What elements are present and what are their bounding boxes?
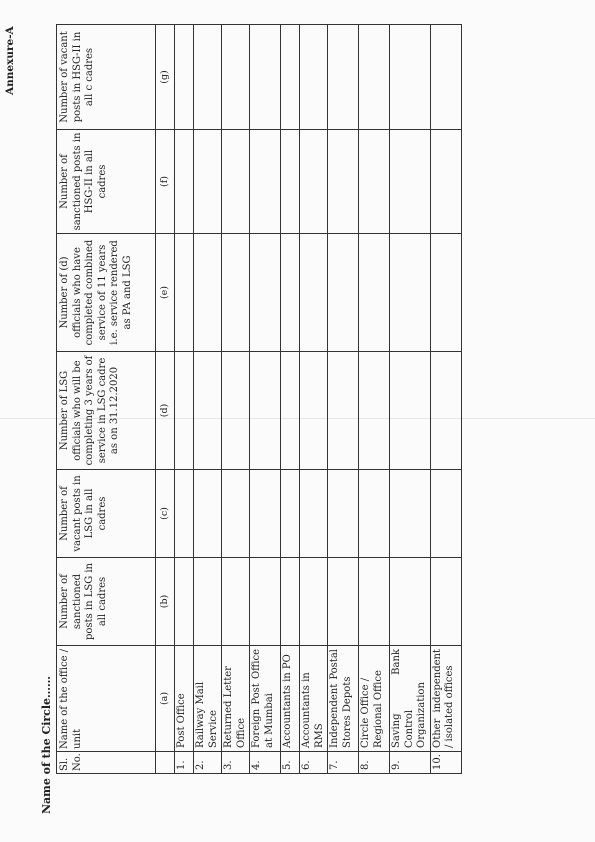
table-cell <box>194 558 222 646</box>
header-office-unit: Name of the office / unit <box>57 646 156 752</box>
annexure-label: Annexure-A <box>4 26 16 95</box>
table-row <box>300 25 328 774</box>
table-cell <box>250 130 281 234</box>
row-number: 3. <box>222 752 250 774</box>
row-number: 10. <box>430 752 461 774</box>
table-row <box>281 25 300 774</box>
table-cell <box>194 352 222 470</box>
table-cell <box>328 234 359 352</box>
table-cell <box>250 234 281 352</box>
table-cell <box>175 234 194 352</box>
office-name: Other independent / isolated offices <box>430 646 461 752</box>
table-cell <box>281 25 300 130</box>
table-cell <box>222 470 250 558</box>
office-name: Accountants in RMS <box>300 646 328 752</box>
row-number: 9. <box>390 752 431 774</box>
table-cell <box>430 470 461 558</box>
table-cell <box>390 470 431 558</box>
table-cell <box>359 470 390 558</box>
table-cell <box>194 234 222 352</box>
office-name: Foreign Post Office at Mumbai <box>250 646 281 752</box>
table-cell <box>430 558 461 646</box>
table-cell <box>222 130 250 234</box>
table-cell <box>328 130 359 234</box>
row-number: 1. <box>175 752 194 774</box>
table-row <box>328 25 359 774</box>
table-cell <box>194 130 222 234</box>
circle-name-label: Name of the Circle…… <box>40 675 53 814</box>
table-cell <box>430 25 461 130</box>
table-cell <box>175 558 194 646</box>
data-table <box>56 24 462 774</box>
table-cell <box>300 25 328 130</box>
table-cell <box>175 130 194 234</box>
column-letter: (a) <box>156 646 175 752</box>
table-cell <box>328 352 359 470</box>
table-cell <box>281 352 300 470</box>
office-name: Saving Bank Control Organization <box>390 646 431 752</box>
table-cell <box>250 470 281 558</box>
table-cell <box>390 130 431 234</box>
table-cell <box>328 558 359 646</box>
table-cell <box>250 25 281 130</box>
table-cell <box>359 25 390 130</box>
table-cell <box>281 234 300 352</box>
column-letter: (e) <box>156 234 175 352</box>
table-cell <box>328 470 359 558</box>
table-cell <box>175 470 194 558</box>
table-cell <box>194 25 222 130</box>
table-cell <box>281 470 300 558</box>
row-number: 2. <box>194 752 222 774</box>
table-cell <box>300 130 328 234</box>
table-cell <box>390 234 431 352</box>
header-sl: Sl. No. <box>57 752 156 774</box>
table-cell <box>175 25 194 130</box>
table-cell <box>281 558 300 646</box>
row-number: 4. <box>250 752 281 774</box>
row-number: 5. <box>281 752 300 774</box>
table-row <box>175 25 194 774</box>
table-cell <box>359 130 390 234</box>
header-lsg-completing-3-years: Number of LSG officials who will be completing 3 years of service in LSG cadre as on 31.12.2020 <box>57 352 156 470</box>
column-letter: (c) <box>156 470 175 558</box>
table-cell <box>300 234 328 352</box>
table-cell <box>359 234 390 352</box>
header-combined-service-11-years: Number of (d) officials who have completed combined service of 11 years i.e. service rendered as PA and LSG <box>57 234 156 352</box>
row-number: 6. <box>300 752 328 774</box>
table-row <box>194 25 222 774</box>
table-cell <box>390 25 431 130</box>
office-name: Circle Office / Regional Office <box>359 646 390 752</box>
table-row <box>222 25 250 774</box>
row-number: 7. <box>328 752 359 774</box>
table-row <box>390 25 431 774</box>
table-row <box>430 25 461 774</box>
header-vacant-hsg-ii: Number of vacant posts in HSG-II in all c cadres <box>57 25 156 130</box>
table-cell <box>222 352 250 470</box>
column-letter: (g) <box>156 25 175 130</box>
table-cell <box>250 352 281 470</box>
header-row <box>57 25 156 774</box>
table-row <box>250 25 281 774</box>
table-cell <box>390 558 431 646</box>
table-cell <box>300 470 328 558</box>
header-sanctioned-lsg: Number of sanctioned posts in LSG in all cadres <box>57 558 156 646</box>
office-name: Railway Mail Service <box>194 646 222 752</box>
table-cell <box>359 558 390 646</box>
header-vacant-lsg: Number of vacant posts in LSG in all cadres <box>57 470 156 558</box>
column-letter: (f) <box>156 130 175 234</box>
table-cell <box>222 234 250 352</box>
table-cell <box>250 558 281 646</box>
office-name: Post Office <box>175 646 194 752</box>
column-letter: (d) <box>156 352 175 470</box>
table-cell <box>430 234 461 352</box>
table-cell <box>175 352 194 470</box>
table-cell <box>328 25 359 130</box>
table-cell <box>281 130 300 234</box>
table-row <box>359 25 390 774</box>
column-letter <box>156 752 175 774</box>
table-cell <box>300 558 328 646</box>
table-cell <box>390 352 431 470</box>
table-cell <box>430 352 461 470</box>
table-cell <box>222 25 250 130</box>
office-name: Independent Postal Stores Depots <box>328 646 359 752</box>
row-number: 8. <box>359 752 390 774</box>
column-letter: (b) <box>156 558 175 646</box>
table-cell <box>430 130 461 234</box>
table-cell <box>359 352 390 470</box>
table-cell <box>194 470 222 558</box>
office-name: Returned Letter Office <box>222 646 250 752</box>
table-cell <box>222 558 250 646</box>
header-sanctioned-hsg-ii: Number of sanctioned posts in HSG-II in all cadres <box>57 130 156 234</box>
office-name: Accountants in PO <box>281 646 300 752</box>
column-letter-row <box>156 25 175 774</box>
table-cell <box>300 352 328 470</box>
